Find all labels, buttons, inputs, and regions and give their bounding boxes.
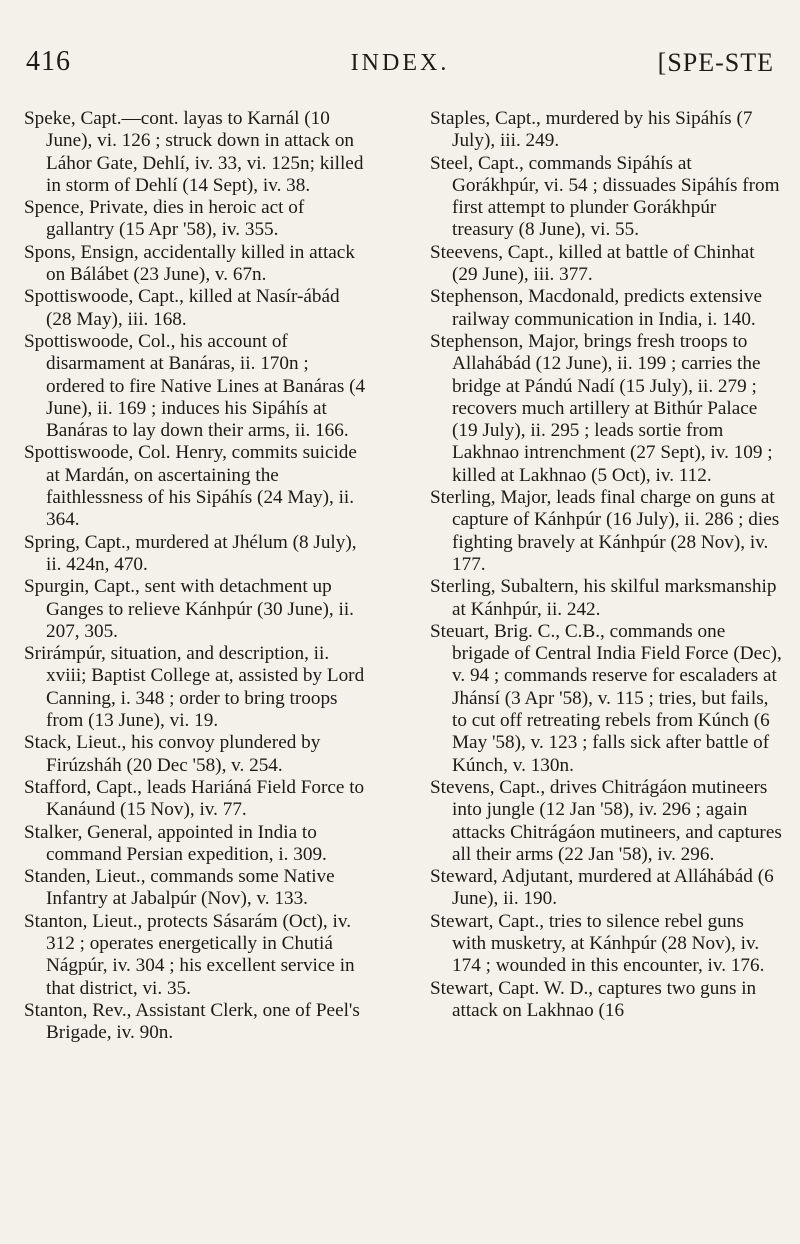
page-number: 416 [26, 46, 71, 77]
index-entry: Standen, Lieut., commands some Native Infantry at Jabalpúr (Nov), v. 133. [24, 866, 335, 910]
index-entry: Steel, Capt., commands Sipáhís at Gorákhpúr, vi. 54 ; dissuades Sipáhís from first attempt to plunder Gorákhpúr treasury (8 June), vi. 55. [430, 152, 780, 241]
index-entry: Stalker, General, appointed in India to command Persian expedition, i. 309. [24, 821, 327, 865]
index-entry: Stephenson, Macdonald, predicts extensive railway communication in India, i. 140. [430, 286, 762, 330]
index-entry: Stevens, Capt., drives Chitrágáon mutineers into jungle (12 Jan '58), iv. 296 ; again attacks Chitrágáon mutineers, and captures all their arms (22 Jan '58), iv. 296. [430, 776, 782, 865]
index-entry: Steuart, Brig. C., C.B., commands one brigade of Central India Field Force (Dec), v. 94 ; commands reserve for escaladers at Jhánsí (3 Apr '58), v. 115 ; tries, but fails, to cut off retreating rebels from Kúnch (6 May '58), v. 123 ; falls sick after battle of Kúnch, v. 130n. [430, 620, 782, 776]
index-entry: Staples, Capt., murdered by his Sipáhís (7 July), iii. 249. [430, 108, 753, 152]
index-entry: Steevens, Capt., killed at battle of Chinhat (29 June), iii. 377. [430, 241, 755, 286]
index-entry: Stafford, Capt., leads Hariáná Field Force to Kanáund (15 Nov), iv. 77. [24, 776, 365, 821]
index-entry: Spurgin, Capt., sent with detachment up Ganges to relieve Kánhpúr (30 June), ii. 207, 305. [24, 576, 354, 642]
index-entry: Stack, Lieut., his convoy plundered by Firúzsháh (20 Dec '58), v. 254. [24, 732, 321, 776]
running-title: INDEX. [350, 50, 450, 76]
index-entry: Spons, Ensign, accidentally killed in attack on Bálábet (23 June), v. 67n. [24, 241, 355, 286]
index-entry: Stephenson, Major, brings fresh troops to Allahábád (12 June), ii. 199 ; carries the bridge at Pándú Nadí (15 July), ii. 279 ; recovers much artillery at Bithúr Palace (19 July), ii. 295 ; leads sortie from Lakhnao intrenchment (27 Sept), iv. 109 ; killed at Lakhnao (5 Oct), iv. 112. [430, 330, 773, 486]
index-entry: Stewart, Capt., tries to silence rebel guns with musketry, at Kánhpúr (28 Nov), iv. 174 ; wounded in this encounter, iv. 176. [430, 910, 765, 977]
index-entry: Stewart, Capt. W. D., captures two guns in attack on Lakhnao (16 [430, 977, 757, 1021]
right-column [430, 108, 782, 1022]
index-entry: Srirámpúr, situation, and description, ii. xviii; Baptist College at, assisted by Lord Canning, i. 348 ; order to bring troops from (13 June), vi. 19. [24, 643, 365, 732]
index-entry: Steward, Adjutant, murdered at Alláhábád (6 June), ii. 190. [430, 866, 774, 910]
left-column [24, 108, 369, 1044]
index-entry: Spring, Capt., murdered at Jhélum (8 July), ii. 424n, 470. [24, 531, 357, 575]
index-entry: Speke, Capt.—cont. layas to Karnál (10 June), vi. 126 ; struck down in attack on Láhor Gate, Dehlí, iv. 33, vi. 125n; killed in storm of Dehlí (14 Sept), iv. 38. [24, 108, 364, 196]
index-range: [SPE-STE [657, 48, 774, 77]
index-entry: Spottiswoode, Col. Henry, commits suicide at Mardán, on ascertaining the faithlessness of his Sipáhís (24 May), ii. 364. [24, 442, 357, 531]
index-entry: Sterling, Subaltern, his skilful marksmanship at Kánhpúr, ii. 242. [430, 576, 777, 620]
index-entry: Stanton, Rev., Assistant Clerk, one of Peel's Brigade, iv. 90n. [24, 999, 360, 1044]
index-entry: Sterling, Major, leads final charge on guns at capture of Kánhpúr (16 July), ii. 286 ; dies fighting bravely at Kánhpúr (28 Nov), iv. 177. [430, 487, 780, 575]
index-entry: Stanton, Lieut., protects Sásarám (Oct), iv. 312 ; operates energetically in Chutiá Nágpúr, iv. 304 ; his excellent service in that district, vi. 35. [24, 910, 355, 999]
index-entry: Spence, Private, dies in heroic act of gallantry (15 Apr '58), iv. 355. [24, 197, 305, 241]
index-entry: Spottiswoode, Capt., killed at Nasír-ábád (28 May), iii. 168. [24, 286, 340, 330]
index-entry: Spottiswoode, Col., his account of disarmament at Banáras, ii. 170n ; ordered to fire Native Lines at Banáras (4 June), ii. 169 ; induces his Sipáhís at Banáras to lay down their arms, ii. 166. [24, 330, 366, 442]
page-header [26, 46, 774, 86]
